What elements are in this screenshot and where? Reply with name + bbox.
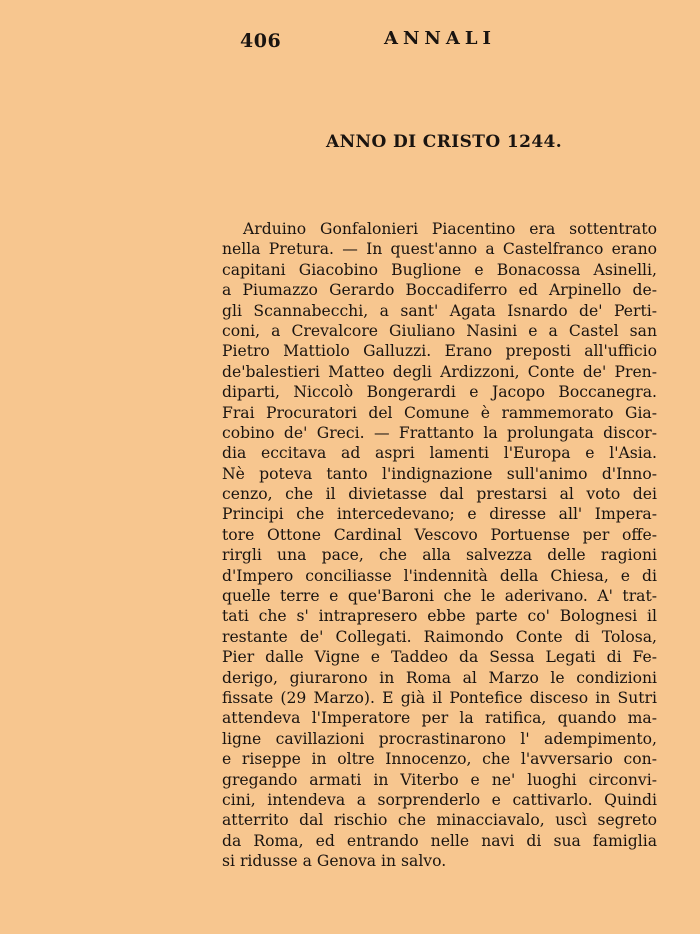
page-header <box>0 28 700 52</box>
text-line: da Roma, ed entrando nelle navi di sua famiglia <box>222 831 657 850</box>
text-line: fissate (29 Marzo). E già il Pontefice disceso in Sutri <box>222 688 657 707</box>
text-line: cini, intendeva a sorprenderlo e cattivarlo. Quindi <box>222 790 657 809</box>
text-line: nella Pretura. — In quest'anno a Castelfranco erano <box>222 240 657 259</box>
text-line: gli Scannabecchi, a sant' Agata Isnardo de' Perti- <box>222 301 657 320</box>
text-line: Nè poteva tanto l'indignazione sull'animo d'Inno- <box>222 464 657 483</box>
text-line: Frai Procuratori del Comune è rammemorato Gia- <box>222 403 657 422</box>
text-line: gregando armati in Viterbo e ne' luoghi circonvi- <box>222 770 657 789</box>
text-line: coni, a Crevalcore Giuliano Nasini e a Castel san <box>222 321 657 340</box>
text-line: d'Impero conciliasse l'indennità della Chiesa, e di <box>222 566 657 585</box>
page-number: 406 <box>240 30 282 52</box>
text-line: Arduino Gonfalonieri Piacentino era sottentrato <box>243 220 657 238</box>
text-line: Pietro Mattiolo Galluzzi. Erano preposti all'ufficio <box>222 342 657 361</box>
text-line: attendeva l'Imperatore per la ratifica, quando ma- <box>222 709 657 728</box>
text-line: diparti, Niccolò Bongerardi e Jacopo Boccanegra. <box>222 383 657 402</box>
text-line: si ridusse a Genova in salvo. <box>222 852 447 871</box>
text-line: de'balestieri Matteo degli Ardizzoni, Conte de' Pren- <box>222 362 657 381</box>
text-line: quelle terre e que'Baroni che le aderivano. A' trat- <box>222 587 657 606</box>
text-line: cobino de' Greci. — Frattanto la prolungata discor- <box>222 423 657 442</box>
section-title: ANNO DI CRISTO 1244. <box>326 132 563 152</box>
text-line: ligne cavillazioni procrastinarono l' adempimento, <box>222 729 657 748</box>
text-line: rirgli una pace, che alla salvezza delle ragioni <box>222 546 657 565</box>
text-line: capitani Giacobino Buglione e Bonacossa Asinelli, <box>222 260 657 279</box>
running-title: ANNALI <box>384 28 496 49</box>
text-line: cenzo, che il divietasse dal prestarsi al voto dei <box>222 485 657 504</box>
text-line: tore Ottone Cardinal Vescovo Portuense per offe- <box>222 525 657 544</box>
text-line: a Piumazzo Gerardo Boccadiferro ed Arpinello de- <box>222 281 657 300</box>
text-line: tati che s' intrapresero ebbe parte co' Bolognesi il <box>222 607 657 626</box>
text-line: e riseppe in oltre Innocenzo, che l'avversario con- <box>222 750 657 769</box>
text-line: Pier dalle Vigne e Taddeo da Sessa Legati di Fe- <box>222 648 657 667</box>
text-line: atterrito dal rischio che minacciavalo, uscì segreto <box>222 811 657 830</box>
text-line: Principi che intercedevano; e diresse all' Impera- <box>222 505 657 524</box>
text-line: restante de' Collegati. Raimondo Conte di Tolosa, <box>222 627 657 646</box>
text-line: dia eccitava ad aspri lamenti l'Europa e l'Asia. <box>222 444 657 463</box>
body-paragraph <box>222 219 657 872</box>
text-line: derigo, giurarono in Roma al Marzo le condizioni <box>222 668 657 687</box>
